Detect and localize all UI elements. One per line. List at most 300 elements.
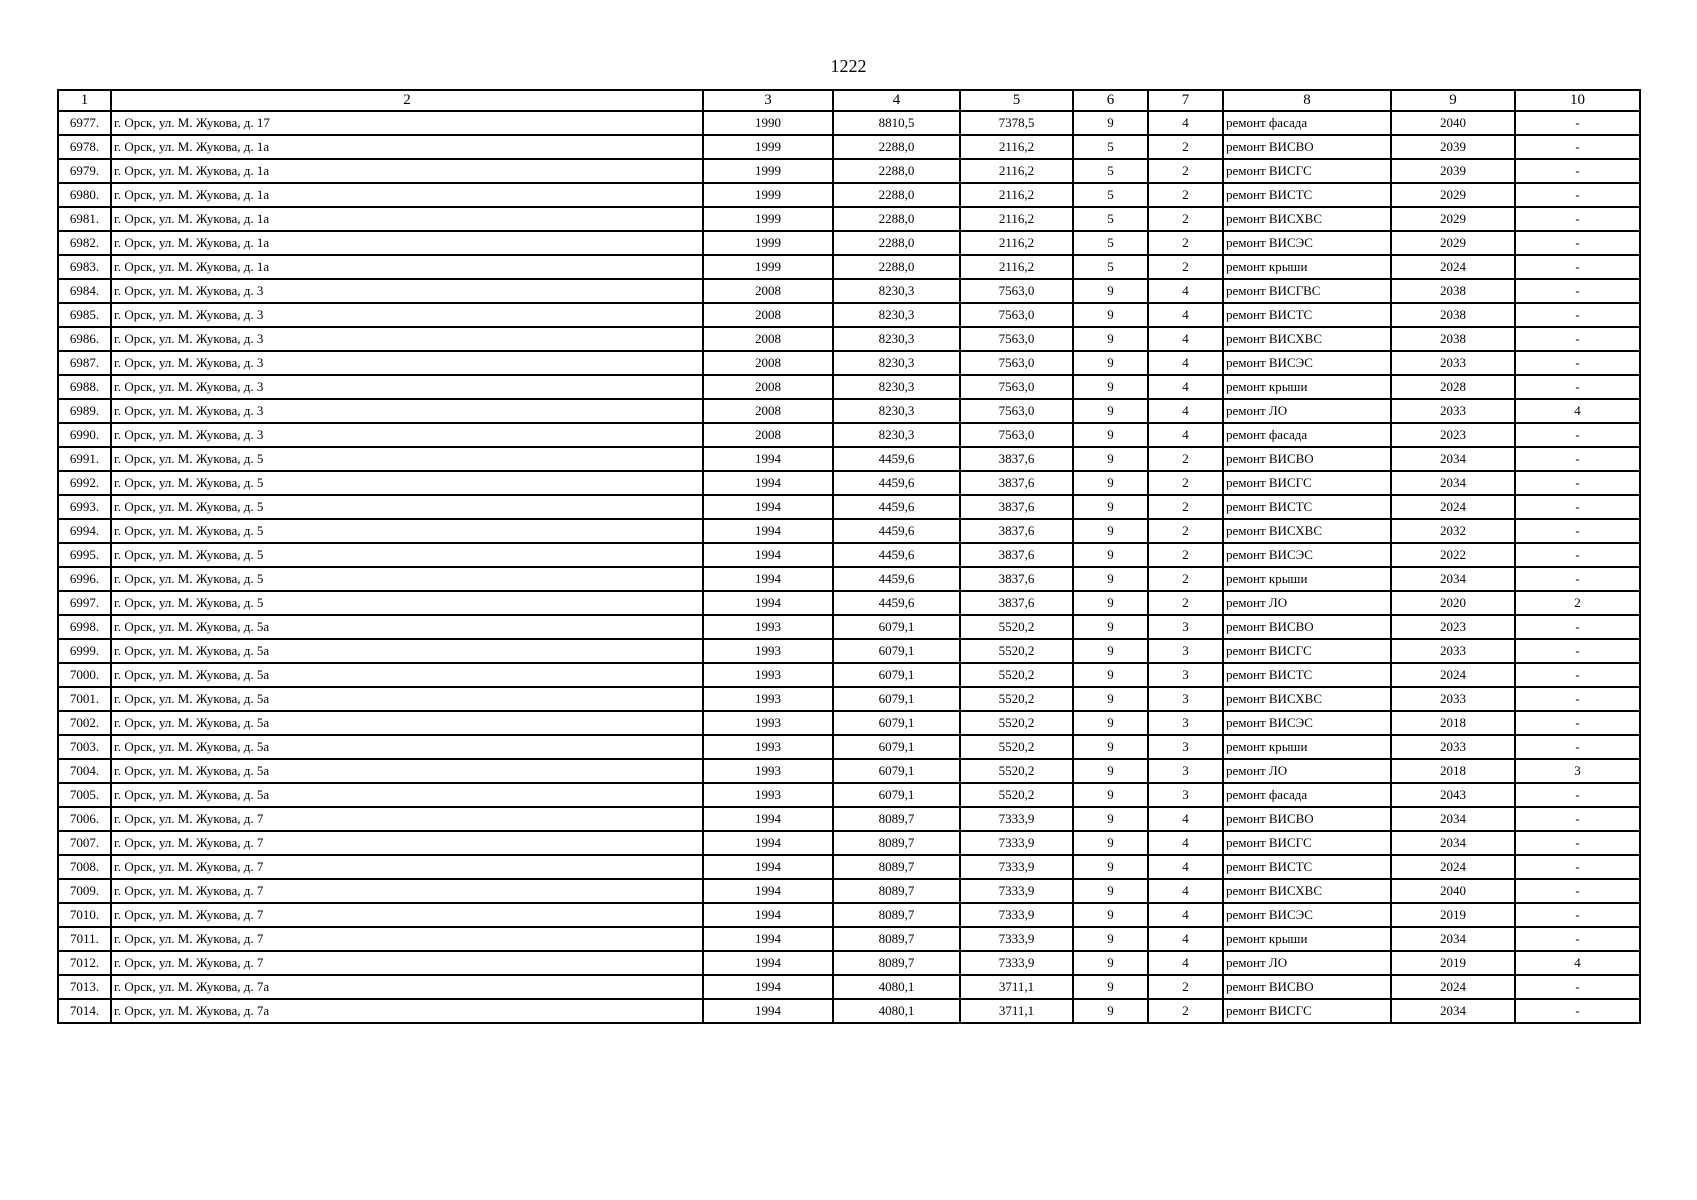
cell-address: г. Орск, ул. М. Жукова, д. 5 xyxy=(111,543,703,567)
cell-address: г. Орск, ул. М. Жукова, д. 3 xyxy=(111,399,703,423)
cell-living-area: 5520,2 xyxy=(960,663,1073,687)
cell-entrances: 3 xyxy=(1148,687,1223,711)
cell-entrances: 2 xyxy=(1148,543,1223,567)
cell-total-area: 2288,0 xyxy=(833,207,960,231)
cell-elevator-count: - xyxy=(1515,519,1640,543)
cell-work-type: ремонт ВИСТС xyxy=(1223,663,1391,687)
cell-total-area: 8230,3 xyxy=(833,303,960,327)
cell-living-area: 7563,0 xyxy=(960,423,1073,447)
cell-year-built: 2008 xyxy=(703,303,833,327)
cell-year-built: 1999 xyxy=(703,255,833,279)
cell-planned-year: 2024 xyxy=(1391,975,1515,999)
table-row xyxy=(58,615,1640,639)
table-row xyxy=(58,639,1640,663)
cell-total-area: 6079,1 xyxy=(833,783,960,807)
cell-living-area: 3837,6 xyxy=(960,447,1073,471)
cell-planned-year: 2029 xyxy=(1391,183,1515,207)
table-row xyxy=(58,567,1640,591)
cell-year-built: 1990 xyxy=(703,111,833,135)
cell-year-built: 2008 xyxy=(703,399,833,423)
cell-row-number: 6984. xyxy=(58,279,111,303)
cell-total-area: 4459,6 xyxy=(833,447,960,471)
cell-address: г. Орск, ул. М. Жукова, д. 3 xyxy=(111,351,703,375)
cell-living-area: 2116,2 xyxy=(960,231,1073,255)
cell-entrances: 2 xyxy=(1148,999,1223,1023)
cell-elevator-count: - xyxy=(1515,783,1640,807)
cell-total-area: 8230,3 xyxy=(833,423,960,447)
cell-address: г. Орск, ул. М. Жукова, д. 5 xyxy=(111,495,703,519)
table-row xyxy=(58,975,1640,999)
table-row xyxy=(58,759,1640,783)
cell-elevator-count: - xyxy=(1515,303,1640,327)
cell-total-area: 8230,3 xyxy=(833,375,960,399)
table-row xyxy=(58,255,1640,279)
cell-living-area: 7563,0 xyxy=(960,399,1073,423)
cell-work-type: ремонт ВИСТС xyxy=(1223,855,1391,879)
cell-total-area: 6079,1 xyxy=(833,663,960,687)
cell-work-type: ремонт ЛО xyxy=(1223,591,1391,615)
cell-entrances: 4 xyxy=(1148,303,1223,327)
table-row xyxy=(58,159,1640,183)
cell-work-type: ремонт ВИСЭС xyxy=(1223,231,1391,255)
cell-total-area: 4459,6 xyxy=(833,519,960,543)
cell-work-type: ремонт ВИСГВС xyxy=(1223,279,1391,303)
cell-elevator-count: - xyxy=(1515,231,1640,255)
table-row xyxy=(58,183,1640,207)
cell-entrances: 2 xyxy=(1148,231,1223,255)
cell-living-area: 3837,6 xyxy=(960,567,1073,591)
cell-entrances: 4 xyxy=(1148,903,1223,927)
cell-living-area: 3837,6 xyxy=(960,495,1073,519)
cell-year-built: 1994 xyxy=(703,591,833,615)
cell-work-type: ремонт крыши xyxy=(1223,735,1391,759)
cell-row-number: 7011. xyxy=(58,927,111,951)
cell-total-area: 4459,6 xyxy=(833,567,960,591)
cell-floors: 9 xyxy=(1073,999,1148,1023)
cell-total-area: 4080,1 xyxy=(833,999,960,1023)
cell-entrances: 2 xyxy=(1148,567,1223,591)
cell-address: г. Орск, ул. М. Жукова, д. 7 xyxy=(111,879,703,903)
cell-living-area: 5520,2 xyxy=(960,639,1073,663)
cell-year-built: 1999 xyxy=(703,135,833,159)
cell-year-built: 2008 xyxy=(703,279,833,303)
cell-elevator-count: 3 xyxy=(1515,759,1640,783)
cell-address: г. Орск, ул. М. Жукова, д. 5а xyxy=(111,663,703,687)
cell-row-number: 6978. xyxy=(58,135,111,159)
cell-living-area: 5520,2 xyxy=(960,615,1073,639)
repair-schedule-table xyxy=(57,89,1641,1024)
table-header-row xyxy=(58,90,1640,111)
cell-floors: 9 xyxy=(1073,279,1148,303)
table-row xyxy=(58,543,1640,567)
cell-elevator-count: - xyxy=(1515,687,1640,711)
cell-row-number: 7007. xyxy=(58,831,111,855)
table-row xyxy=(58,951,1640,975)
cell-row-number: 7005. xyxy=(58,783,111,807)
cell-address: г. Орск, ул. М. Жукова, д. 5а xyxy=(111,735,703,759)
cell-elevator-count: - xyxy=(1515,111,1640,135)
cell-living-area: 7563,0 xyxy=(960,279,1073,303)
cell-planned-year: 2034 xyxy=(1391,447,1515,471)
cell-work-type: ремонт ВИСТС xyxy=(1223,495,1391,519)
cell-row-number: 7003. xyxy=(58,735,111,759)
cell-address: г. Орск, ул. М. Жукова, д. 1а xyxy=(111,207,703,231)
cell-total-area: 6079,1 xyxy=(833,735,960,759)
cell-planned-year: 2022 xyxy=(1391,543,1515,567)
cell-row-number: 7013. xyxy=(58,975,111,999)
cell-entrances: 4 xyxy=(1148,327,1223,351)
cell-elevator-count: - xyxy=(1515,423,1640,447)
table-row xyxy=(58,879,1640,903)
cell-row-number: 6999. xyxy=(58,639,111,663)
cell-address: г. Орск, ул. М. Жукова, д. 7 xyxy=(111,807,703,831)
cell-planned-year: 2029 xyxy=(1391,207,1515,231)
cell-address: г. Орск, ул. М. Жукова, д. 5 xyxy=(111,447,703,471)
cell-work-type: ремонт ВИСГС xyxy=(1223,999,1391,1023)
cell-row-number: 7014. xyxy=(58,999,111,1023)
cell-row-number: 6989. xyxy=(58,399,111,423)
cell-year-built: 1999 xyxy=(703,159,833,183)
cell-year-built: 1993 xyxy=(703,639,833,663)
cell-address: г. Орск, ул. М. Жукова, д. 7 xyxy=(111,831,703,855)
cell-floors: 9 xyxy=(1073,591,1148,615)
cell-floors: 5 xyxy=(1073,159,1148,183)
cell-entrances: 4 xyxy=(1148,399,1223,423)
cell-year-built: 1994 xyxy=(703,855,833,879)
column-header-8: 8 xyxy=(1223,90,1391,111)
cell-year-built: 1993 xyxy=(703,687,833,711)
cell-entrances: 2 xyxy=(1148,495,1223,519)
cell-living-area: 5520,2 xyxy=(960,759,1073,783)
cell-year-built: 1993 xyxy=(703,615,833,639)
cell-year-built: 1994 xyxy=(703,903,833,927)
cell-entrances: 3 xyxy=(1148,663,1223,687)
cell-work-type: ремонт ВИСВО xyxy=(1223,807,1391,831)
cell-row-number: 6987. xyxy=(58,351,111,375)
cell-floors: 9 xyxy=(1073,471,1148,495)
cell-elevator-count: - xyxy=(1515,639,1640,663)
cell-total-area: 2288,0 xyxy=(833,255,960,279)
cell-planned-year: 2019 xyxy=(1391,951,1515,975)
cell-elevator-count: - xyxy=(1515,879,1640,903)
cell-entrances: 4 xyxy=(1148,831,1223,855)
cell-floors: 9 xyxy=(1073,831,1148,855)
cell-row-number: 6992. xyxy=(58,471,111,495)
cell-address: г. Орск, ул. М. Жукова, д. 3 xyxy=(111,327,703,351)
table-row xyxy=(58,351,1640,375)
cell-entrances: 2 xyxy=(1148,975,1223,999)
cell-total-area: 8230,3 xyxy=(833,351,960,375)
cell-planned-year: 2034 xyxy=(1391,807,1515,831)
cell-planned-year: 2043 xyxy=(1391,783,1515,807)
table-row xyxy=(58,807,1640,831)
cell-address: г. Орск, ул. М. Жукова, д. 1а xyxy=(111,183,703,207)
cell-total-area: 8089,7 xyxy=(833,855,960,879)
cell-planned-year: 2039 xyxy=(1391,159,1515,183)
cell-elevator-count: - xyxy=(1515,711,1640,735)
table-row xyxy=(58,495,1640,519)
cell-planned-year: 2034 xyxy=(1391,567,1515,591)
cell-elevator-count: 4 xyxy=(1515,951,1640,975)
cell-work-type: ремонт ЛО xyxy=(1223,951,1391,975)
cell-work-type: ремонт ВИСВО xyxy=(1223,135,1391,159)
cell-work-type: ремонт ВИСГС xyxy=(1223,471,1391,495)
cell-work-type: ремонт ВИСХВС xyxy=(1223,879,1391,903)
table-row xyxy=(58,999,1640,1023)
cell-floors: 9 xyxy=(1073,783,1148,807)
cell-planned-year: 2034 xyxy=(1391,927,1515,951)
cell-year-built: 1999 xyxy=(703,231,833,255)
cell-total-area: 4459,6 xyxy=(833,591,960,615)
cell-planned-year: 2033 xyxy=(1391,399,1515,423)
cell-living-area: 5520,2 xyxy=(960,687,1073,711)
cell-year-built: 1994 xyxy=(703,807,833,831)
cell-planned-year: 2040 xyxy=(1391,879,1515,903)
cell-work-type: ремонт ВИСГС xyxy=(1223,831,1391,855)
cell-work-type: ремонт ВИСТС xyxy=(1223,303,1391,327)
cell-row-number: 7004. xyxy=(58,759,111,783)
cell-planned-year: 2034 xyxy=(1391,471,1515,495)
cell-total-area: 2288,0 xyxy=(833,231,960,255)
table-row xyxy=(58,471,1640,495)
cell-living-area: 3837,6 xyxy=(960,519,1073,543)
cell-planned-year: 2024 xyxy=(1391,255,1515,279)
cell-address: г. Орск, ул. М. Жукова, д. 5 xyxy=(111,591,703,615)
column-header-2: 2 xyxy=(111,90,703,111)
cell-work-type: ремонт ЛО xyxy=(1223,759,1391,783)
cell-elevator-count: - xyxy=(1515,735,1640,759)
cell-planned-year: 2024 xyxy=(1391,663,1515,687)
cell-planned-year: 2028 xyxy=(1391,375,1515,399)
cell-total-area: 8089,7 xyxy=(833,807,960,831)
cell-year-built: 1994 xyxy=(703,879,833,903)
cell-address: г. Орск, ул. М. Жукова, д. 5а xyxy=(111,759,703,783)
cell-floors: 9 xyxy=(1073,927,1148,951)
cell-elevator-count: - xyxy=(1515,375,1640,399)
cell-row-number: 6982. xyxy=(58,231,111,255)
cell-row-number: 6998. xyxy=(58,615,111,639)
cell-total-area: 8810,5 xyxy=(833,111,960,135)
cell-elevator-count: - xyxy=(1515,159,1640,183)
cell-elevator-count: - xyxy=(1515,183,1640,207)
cell-elevator-count: - xyxy=(1515,447,1640,471)
cell-work-type: ремонт ВИСВО xyxy=(1223,615,1391,639)
cell-elevator-count: 2 xyxy=(1515,591,1640,615)
cell-floors: 9 xyxy=(1073,639,1148,663)
cell-row-number: 7000. xyxy=(58,663,111,687)
cell-floors: 9 xyxy=(1073,807,1148,831)
cell-planned-year: 2023 xyxy=(1391,423,1515,447)
cell-total-area: 4080,1 xyxy=(833,975,960,999)
cell-year-built: 1994 xyxy=(703,927,833,951)
table-row xyxy=(58,735,1640,759)
cell-elevator-count: - xyxy=(1515,927,1640,951)
cell-planned-year: 2024 xyxy=(1391,495,1515,519)
cell-planned-year: 2038 xyxy=(1391,279,1515,303)
cell-total-area: 8089,7 xyxy=(833,903,960,927)
table-row xyxy=(58,927,1640,951)
cell-total-area: 2288,0 xyxy=(833,159,960,183)
cell-living-area: 7333,9 xyxy=(960,951,1073,975)
cell-address: г. Орск, ул. М. Жукова, д. 1а xyxy=(111,159,703,183)
cell-living-area: 2116,2 xyxy=(960,255,1073,279)
cell-floors: 9 xyxy=(1073,711,1148,735)
cell-address: г. Орск, ул. М. Жукова, д. 7 xyxy=(111,855,703,879)
cell-work-type: ремонт фасада xyxy=(1223,783,1391,807)
cell-address: г. Орск, ул. М. Жукова, д. 1а xyxy=(111,135,703,159)
cell-row-number: 6983. xyxy=(58,255,111,279)
cell-living-area: 5520,2 xyxy=(960,783,1073,807)
cell-living-area: 7333,9 xyxy=(960,855,1073,879)
cell-year-built: 1994 xyxy=(703,495,833,519)
cell-work-type: ремонт ВИСГС xyxy=(1223,159,1391,183)
cell-work-type: ремонт ВИСХВС xyxy=(1223,327,1391,351)
cell-row-number: 6990. xyxy=(58,423,111,447)
table-row xyxy=(58,855,1640,879)
cell-total-area: 4459,6 xyxy=(833,543,960,567)
cell-elevator-count: 4 xyxy=(1515,399,1640,423)
cell-floors: 9 xyxy=(1073,855,1148,879)
column-header-9: 9 xyxy=(1391,90,1515,111)
cell-row-number: 6996. xyxy=(58,567,111,591)
column-header-4: 4 xyxy=(833,90,960,111)
cell-address: г. Орск, ул. М. Жукова, д. 5а xyxy=(111,639,703,663)
cell-row-number: 6991. xyxy=(58,447,111,471)
table-row xyxy=(58,687,1640,711)
cell-entrances: 3 xyxy=(1148,735,1223,759)
cell-living-area: 7333,9 xyxy=(960,927,1073,951)
cell-row-number: 7010. xyxy=(58,903,111,927)
cell-total-area: 8230,3 xyxy=(833,399,960,423)
column-header-10: 10 xyxy=(1515,90,1640,111)
cell-year-built: 1993 xyxy=(703,735,833,759)
cell-row-number: 7012. xyxy=(58,951,111,975)
cell-living-area: 2116,2 xyxy=(960,135,1073,159)
cell-planned-year: 2024 xyxy=(1391,855,1515,879)
cell-planned-year: 2023 xyxy=(1391,615,1515,639)
cell-entrances: 2 xyxy=(1148,447,1223,471)
cell-address: г. Орск, ул. М. Жукова, д. 3 xyxy=(111,375,703,399)
cell-total-area: 6079,1 xyxy=(833,711,960,735)
cell-elevator-count: - xyxy=(1515,855,1640,879)
cell-floors: 5 xyxy=(1073,231,1148,255)
cell-planned-year: 2018 xyxy=(1391,759,1515,783)
cell-floors: 9 xyxy=(1073,543,1148,567)
cell-floors: 9 xyxy=(1073,519,1148,543)
cell-total-area: 8230,3 xyxy=(833,279,960,303)
cell-work-type: ремонт ВИСТС xyxy=(1223,183,1391,207)
cell-planned-year: 2040 xyxy=(1391,111,1515,135)
cell-planned-year: 2018 xyxy=(1391,711,1515,735)
cell-elevator-count: - xyxy=(1515,663,1640,687)
cell-entrances: 4 xyxy=(1148,951,1223,975)
cell-year-built: 1993 xyxy=(703,663,833,687)
cell-elevator-count: - xyxy=(1515,327,1640,351)
cell-total-area: 8230,3 xyxy=(833,327,960,351)
cell-floors: 9 xyxy=(1073,663,1148,687)
cell-row-number: 6988. xyxy=(58,375,111,399)
cell-year-built: 1993 xyxy=(703,759,833,783)
cell-entrances: 4 xyxy=(1148,879,1223,903)
table-row xyxy=(58,663,1640,687)
cell-address: г. Орск, ул. М. Жукова, д. 5а xyxy=(111,615,703,639)
cell-year-built: 2008 xyxy=(703,327,833,351)
cell-floors: 9 xyxy=(1073,975,1148,999)
cell-floors: 9 xyxy=(1073,447,1148,471)
cell-row-number: 7001. xyxy=(58,687,111,711)
cell-address: г. Орск, ул. М. Жукова, д. 7 xyxy=(111,927,703,951)
cell-work-type: ремонт ВИСЭС xyxy=(1223,543,1391,567)
cell-work-type: ремонт ВИСВО xyxy=(1223,975,1391,999)
cell-floors: 9 xyxy=(1073,759,1148,783)
cell-entrances: 3 xyxy=(1148,711,1223,735)
cell-address: г. Орск, ул. М. Жукова, д. 5а xyxy=(111,687,703,711)
cell-living-area: 3711,1 xyxy=(960,975,1073,999)
cell-total-area: 8089,7 xyxy=(833,951,960,975)
cell-row-number: 6980. xyxy=(58,183,111,207)
cell-living-area: 3837,6 xyxy=(960,471,1073,495)
column-header-6: 6 xyxy=(1073,90,1148,111)
cell-entrances: 2 xyxy=(1148,159,1223,183)
cell-planned-year: 2020 xyxy=(1391,591,1515,615)
cell-entrances: 3 xyxy=(1148,615,1223,639)
cell-floors: 9 xyxy=(1073,879,1148,903)
column-header-3: 3 xyxy=(703,90,833,111)
table-row xyxy=(58,591,1640,615)
table-row xyxy=(58,375,1640,399)
cell-year-built: 1994 xyxy=(703,447,833,471)
table-row xyxy=(58,423,1640,447)
cell-elevator-count: - xyxy=(1515,495,1640,519)
cell-floors: 9 xyxy=(1073,687,1148,711)
cell-entrances: 3 xyxy=(1148,783,1223,807)
cell-planned-year: 2038 xyxy=(1391,327,1515,351)
cell-address: г. Орск, ул. М. Жукова, д. 7 xyxy=(111,903,703,927)
cell-entrances: 2 xyxy=(1148,207,1223,231)
cell-year-built: 1993 xyxy=(703,783,833,807)
cell-year-built: 1994 xyxy=(703,471,833,495)
cell-address: г. Орск, ул. М. Жукова, д. 5 xyxy=(111,471,703,495)
cell-floors: 9 xyxy=(1073,327,1148,351)
cell-work-type: ремонт фасада xyxy=(1223,423,1391,447)
cell-work-type: ремонт крыши xyxy=(1223,255,1391,279)
cell-elevator-count: - xyxy=(1515,999,1640,1023)
cell-work-type: ремонт фасада xyxy=(1223,111,1391,135)
cell-entrances: 4 xyxy=(1148,423,1223,447)
cell-row-number: 6994. xyxy=(58,519,111,543)
cell-floors: 9 xyxy=(1073,951,1148,975)
cell-address: г. Орск, ул. М. Жукова, д. 5 xyxy=(111,567,703,591)
cell-work-type: ремонт ВИСЭС xyxy=(1223,903,1391,927)
cell-living-area: 7563,0 xyxy=(960,375,1073,399)
cell-planned-year: 2033 xyxy=(1391,639,1515,663)
cell-total-area: 8089,7 xyxy=(833,831,960,855)
table-row xyxy=(58,135,1640,159)
cell-total-area: 6079,1 xyxy=(833,639,960,663)
cell-floors: 9 xyxy=(1073,495,1148,519)
cell-year-built: 1994 xyxy=(703,951,833,975)
cell-elevator-count: - xyxy=(1515,255,1640,279)
table-body xyxy=(58,111,1640,1023)
cell-address: г. Орск, ул. М. Жукова, д. 5 xyxy=(111,519,703,543)
cell-total-area: 6079,1 xyxy=(833,615,960,639)
cell-year-built: 1999 xyxy=(703,183,833,207)
cell-year-built: 2008 xyxy=(703,423,833,447)
cell-work-type: ремонт крыши xyxy=(1223,375,1391,399)
cell-address: г. Орск, ул. М. Жукова, д. 7 xyxy=(111,951,703,975)
cell-address: г. Орск, ул. М. Жукова, д. 5а xyxy=(111,711,703,735)
cell-planned-year: 2033 xyxy=(1391,687,1515,711)
